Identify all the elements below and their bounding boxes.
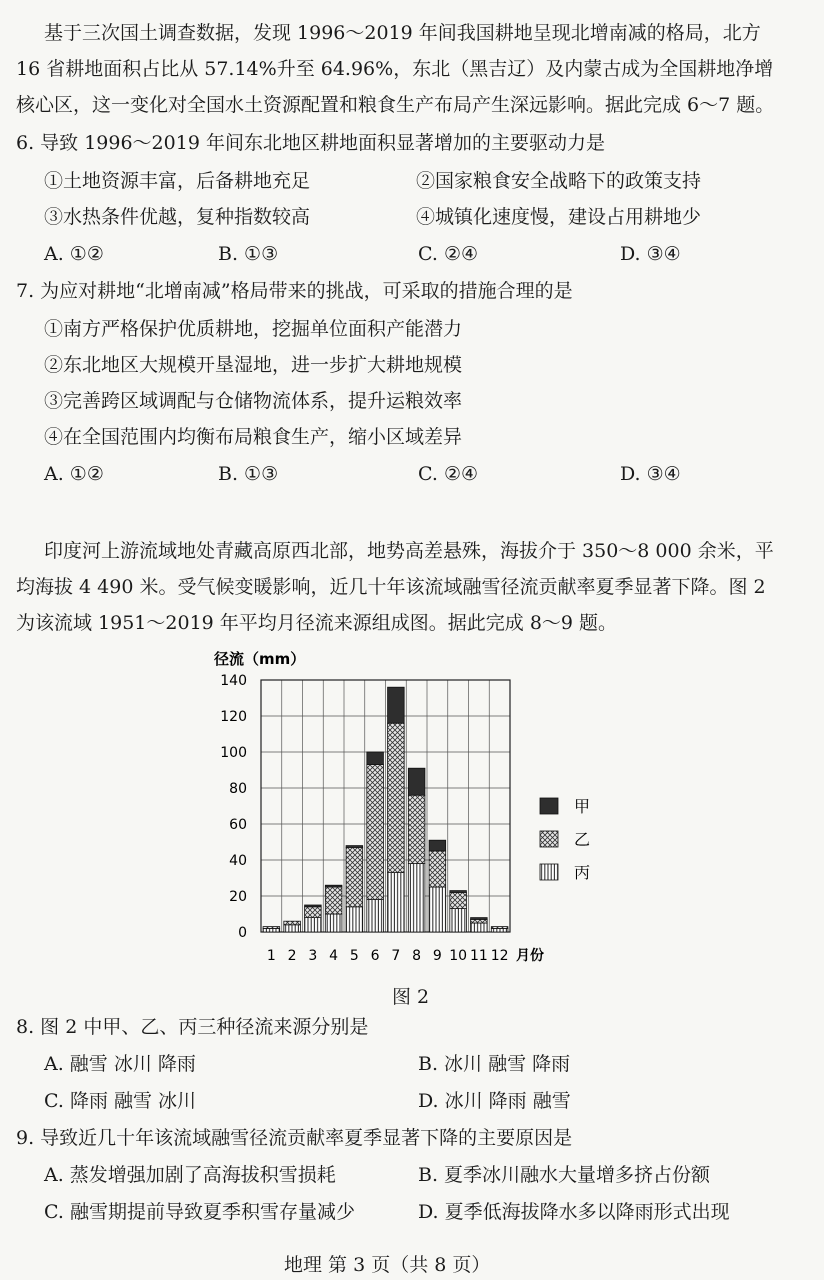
bar-segment-丙 <box>491 928 508 932</box>
question-6-stem: 6. 导致 1996～2019 年间东北地区耕地面积显著增加的主要驱动力是 <box>16 132 605 154</box>
y-tick-label: 120 <box>220 709 247 725</box>
question-6-item-2: ②国家粮食安全战略下的政策支持 <box>416 170 702 192</box>
bar-segment-乙 <box>325 887 342 914</box>
question-8-choice-c[interactable]: C. 降雨 融雪 冰川 <box>44 1090 197 1112</box>
bar-segment-丙 <box>263 928 280 932</box>
bar-segment-丙 <box>284 925 301 932</box>
question-9-choice-d[interactable]: D. 夏季低海拔降水多以降雨形式出现 <box>418 1201 730 1223</box>
question-7-item-3: ③完善跨区域调配与仓储物流体系，提升运粮效率 <box>44 390 463 412</box>
question-6-choice-b[interactable]: B. ①③ <box>218 243 279 265</box>
question-8-stem: 8. 图 2 中甲、乙、丙三种径流来源分别是 <box>16 1016 369 1038</box>
bar-segment-乙 <box>284 921 301 925</box>
x-tick-label: 7 <box>391 948 401 964</box>
passage-1-line-2: 16 省耕地面积占比从 57.14%升至 64.96%，东北（黑吉辽）及内蒙古成为全国耕地净增 <box>16 58 774 80</box>
bar-segment-丙 <box>429 887 446 932</box>
question-7-item-1: ①南方严格保护优质耕地，挖掘单位面积产能潜力 <box>44 318 463 340</box>
bar-segment-甲 <box>367 752 384 765</box>
bar-segment-乙 <box>346 847 363 906</box>
bar-segment-甲 <box>429 840 446 851</box>
bar-segment-丙 <box>450 909 467 932</box>
y-tick-label: 80 <box>229 781 247 797</box>
bar-segment-丙 <box>346 907 363 932</box>
bar-segment-甲 <box>388 687 405 723</box>
bar-segment-丙 <box>388 873 405 932</box>
x-tick-label: 8 <box>412 948 422 964</box>
question-6-item-4: ④城镇化速度慢，建设占用耕地少 <box>416 206 702 228</box>
y-tick-label: 140 <box>220 673 247 689</box>
question-6-item-3: ③水热条件优越，复种指数较高 <box>44 206 311 228</box>
y-tick-label: 20 <box>229 889 247 905</box>
passage-2-line-1: 印度河上游流域地处青藏高原西北部，地势高差悬殊，海拔介于 350～8 000 余米，平 <box>44 540 774 562</box>
x-tick-label: 2 <box>287 948 297 964</box>
y-tick-label: 100 <box>220 745 247 761</box>
bar-segment-乙 <box>263 927 280 929</box>
x-tick-label: 11 <box>469 948 488 964</box>
question-7-item-2: ②东北地区大规模开垦湿地，进一步扩大耕地规模 <box>44 354 463 376</box>
legend-swatch <box>540 798 558 814</box>
question-9-choice-a[interactable]: A. 蒸发增强加剧了高海拔积雪损耗 <box>44 1164 336 1186</box>
question-8-choice-d[interactable]: D. 冰川 降雨 融雪 <box>418 1090 571 1112</box>
bar-segment-丙 <box>408 864 425 932</box>
bar-segment-甲 <box>346 846 363 848</box>
x-axis-label: 月份 <box>516 948 544 964</box>
bar-segment-丙 <box>367 900 384 932</box>
bar-segment-乙 <box>408 795 425 863</box>
bar-segment-甲 <box>305 905 322 907</box>
x-tick-label: 4 <box>329 948 339 964</box>
bar-segment-甲 <box>325 885 342 887</box>
question-6-choice-d[interactable]: D. ③④ <box>620 243 681 265</box>
bar-segment-丙 <box>305 918 322 932</box>
y-axis-label: 径流（mm） <box>214 650 306 668</box>
bar-segment-丙 <box>471 923 488 932</box>
runoff-chart <box>0 640 824 970</box>
bar-segment-甲 <box>450 891 467 893</box>
question-6-choice-c[interactable]: C. ②④ <box>418 243 479 265</box>
bar-segment-乙 <box>305 907 322 918</box>
bar-segment-乙 <box>367 765 384 900</box>
x-tick-label: 10 <box>449 948 468 964</box>
figure-caption: 图 2 <box>392 986 430 1008</box>
bar-segment-乙 <box>450 892 467 908</box>
bar-segment-乙 <box>471 919 488 923</box>
bar-segment-乙 <box>429 851 446 887</box>
y-tick-label: 60 <box>229 817 247 833</box>
question-7-item-4: ④在全国范围内均衡布局粮食生产，缩小区域差异 <box>44 426 463 448</box>
legend-swatch <box>540 831 558 847</box>
question-8-choice-b[interactable]: B. 冰川 融雪 降雨 <box>418 1053 571 1075</box>
question-9-stem: 9. 导致近几十年该流域融雪径流贡献率夏季显著下降的主要原因是 <box>16 1127 573 1149</box>
passage-2-line-2: 均海拔 4 490 米。受气候变暖影响，近几十年该流域融雪径流贡献率夏季显著下降。图 2 <box>16 576 766 598</box>
x-tick-label: 12 <box>490 948 509 964</box>
question-7-choice-b[interactable]: B. ①③ <box>218 463 279 485</box>
bar-segment-乙 <box>388 723 405 872</box>
passage-1-line-1: 基于三次国土调查数据，发现 1996～2019 年间我国耕地呈现北增南减的格局，北方 <box>44 22 761 44</box>
legend-label: 乙 <box>574 830 591 849</box>
page-footer: 地理 第 3 页（共 8 页） <box>284 1254 491 1276</box>
bar-segment-乙 <box>491 927 508 929</box>
passage-1-line-3: 核心区，这一变化对全国水土资源配置和粮食生产布局产生深远影响。据此完成 6～7 题。 <box>16 94 775 116</box>
legend-label: 丙 <box>574 863 591 882</box>
passage-2-line-3: 为该流域 1951～2019 年平均月径流来源组成图。据此完成 8～9 题。 <box>16 612 618 634</box>
question-9-choice-b[interactable]: B. 夏季冰川融水大量增多挤占份额 <box>418 1164 711 1186</box>
x-tick-label: 5 <box>349 948 359 964</box>
question-7-choice-a[interactable]: A. ①② <box>44 463 104 485</box>
y-tick-label: 40 <box>229 853 247 869</box>
legend-swatch <box>540 864 558 880</box>
question-8-choice-a[interactable]: A. 融雪 冰川 降雨 <box>44 1053 196 1075</box>
question-7-choice-d[interactable]: D. ③④ <box>620 463 681 485</box>
question-7-stem: 7. 为应对耕地“北增南减”格局带来的挑战，可采取的措施合理的是 <box>16 280 573 302</box>
y-tick-label: 0 <box>238 925 247 941</box>
question-9-choice-c[interactable]: C. 融雪期提前导致夏季积雪存量减少 <box>44 1201 355 1223</box>
x-tick-label: 1 <box>266 948 276 964</box>
question-7-choice-c[interactable]: C. ②④ <box>418 463 479 485</box>
x-tick-label: 6 <box>370 948 380 964</box>
x-tick-label: 3 <box>308 948 318 964</box>
bar-segment-丙 <box>325 914 342 932</box>
x-tick-label: 9 <box>432 948 442 964</box>
question-6-item-1: ①土地资源丰富，后备耕地充足 <box>44 170 311 192</box>
question-6-choice-a[interactable]: A. ①② <box>44 243 104 265</box>
legend-label: 甲 <box>574 797 591 816</box>
bar-segment-甲 <box>471 918 488 920</box>
bar-segment-甲 <box>408 768 425 795</box>
